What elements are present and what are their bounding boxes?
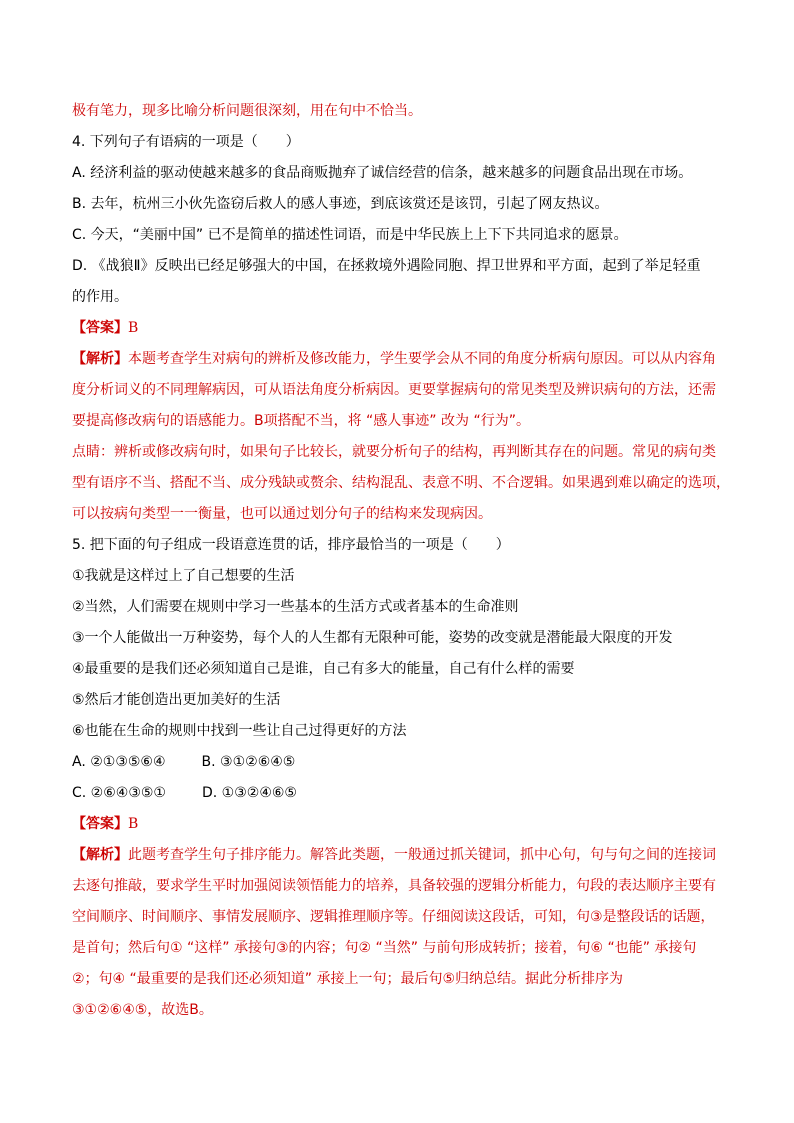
answer-value: B (128, 320, 139, 336)
analysis-line: 空间顺序、时间顺序、事情发展顺序、逻辑推理顺序等。仔细阅读这段话，可知，句③是整段话的话题， (72, 909, 715, 925)
sentence-item: ③一个人能做出一万种姿势，每个人的人生都有无限种可能，姿势的改变就是潜能最大限度的开发 (72, 630, 673, 646)
sentence-item: ②当然，人们需要在规则中学习一些基本的生活方式或者基本的生命准则 (72, 599, 519, 615)
sentence-item: ⑤然后才能创造出更加美好的生活 (72, 692, 281, 708)
option-d: D. 《战狼Ⅱ》反映出已经足够强大的中国，在拯救境外遇险同胞、捍卫世界和平方面，起到了举足轻重 (72, 258, 701, 274)
option-d: D. ①③②④⑥⑤ (201, 785, 297, 801)
sentence-item: ④最重要的是我们还必须知道自己是谁，自己有多大的能量，自己有什么样的需要 (72, 661, 575, 677)
analysis-line: ②；句④ “最重要的是我们还必须知道” 承接上一句；最后句⑤归纳总结。据此分析排序为 (72, 971, 624, 987)
tip-line: 型有语序不当、搭配不当、成分残缺或赘余、结构混乱、表意不明、不合逻辑。如果遇到难以确定的选项， (72, 475, 730, 491)
option-d-continued: 的作用。 (72, 289, 128, 305)
sentence-item: ①我就是这样过上了自己想要的生活 (72, 568, 295, 584)
option-b: B. ③①②⑥④⑤ (201, 754, 296, 770)
q3-analysis-tail: 极有笔力，现多比喻分析问题很深刻，用在句中不恰当。 (72, 103, 422, 119)
analysis-text: 本题考查学生对病句的辨析及修改能力，学生要学会从不同的角度分析病句原因。可以从内容角 (128, 351, 716, 367)
analysis-text: 此题考查学生句子排序能力。解答此类题，一般通过抓关键词，抓中心句，句与句之间的连接词 (128, 847, 716, 863)
question-5 (72, 530, 732, 1026)
question-stem: 5. 把下面的句子组成一段语意连贯的话，排序最恰当的一项是（ ） (72, 537, 510, 553)
tip-line: 可以按病句类型一一衡量，也可以通过划分句子的结构来发现病因。 (72, 506, 492, 522)
analysis-tag: 【解析】 (72, 351, 128, 367)
analysis-line: 要提高修改病句的语感能力。B项搭配不当，将 “感人事迹” 改为 “行为”。 (72, 413, 530, 429)
answer-value: B (128, 816, 139, 832)
answer-line (72, 313, 732, 344)
answer-tag: 【答案】 (72, 816, 128, 832)
analysis-tag: 【解析】 (72, 847, 128, 863)
analysis-line (72, 840, 732, 871)
option-a: A. 经济利益的驱动使越来越多的食品商贩抛弃了诚信经营的信条，越来越多的问题食品出现在市场。 (72, 165, 693, 181)
analysis-line (72, 344, 732, 375)
answer-line (72, 809, 732, 840)
question-4 (72, 127, 732, 530)
options-row (72, 747, 732, 778)
option-c: C. ②⑥④③⑤① (72, 785, 166, 801)
analysis-line: ③①②⑥④⑤，故选B。 (72, 1002, 213, 1018)
answer-tag: 【答案】 (72, 320, 128, 336)
sentence-item: ⑥也能在生命的规则中找到一些让自己过得更好的方法 (72, 723, 407, 739)
option-b: B. 去年，杭州三小伙先盗窃后救人的感人事迹，到底该赏还是该罚，引起了网友热议。 (72, 196, 609, 212)
document-page (72, 96, 732, 1026)
option-c: C. 今天，“美丽中国” 已不是简单的描述性词语，而是中华民族上上下下共同追求的愿景。 (72, 227, 628, 243)
analysis-line: 去逐句推敲，要求学生平时加强阅读领悟能力的培养，具备较强的逻辑分析能力，句段的表达顺序主要有 (72, 878, 716, 894)
analysis-line: 是首句；然后句① “这样” 承接句③的内容；句② “当然” 与前句形成转折；接着，句⑥ “也能” 承接句 (72, 940, 697, 956)
tip-line: 点睛：辨析或修改病句时，如果句子比较长，就要分析句子的结构，再判断其存在的问题。常见的病句类 (72, 444, 716, 460)
option-a: A. ②①③⑤⑥④ (72, 754, 166, 770)
question-stem: 4. 下列句子有语病的一项是（ ） (72, 134, 300, 150)
options-row (72, 778, 732, 809)
analysis-line: 度分析词义的不同理解病因，可从语法角度分析病因。更要掌握病句的常见类型及辨识病句的方法，还需 (72, 382, 716, 398)
